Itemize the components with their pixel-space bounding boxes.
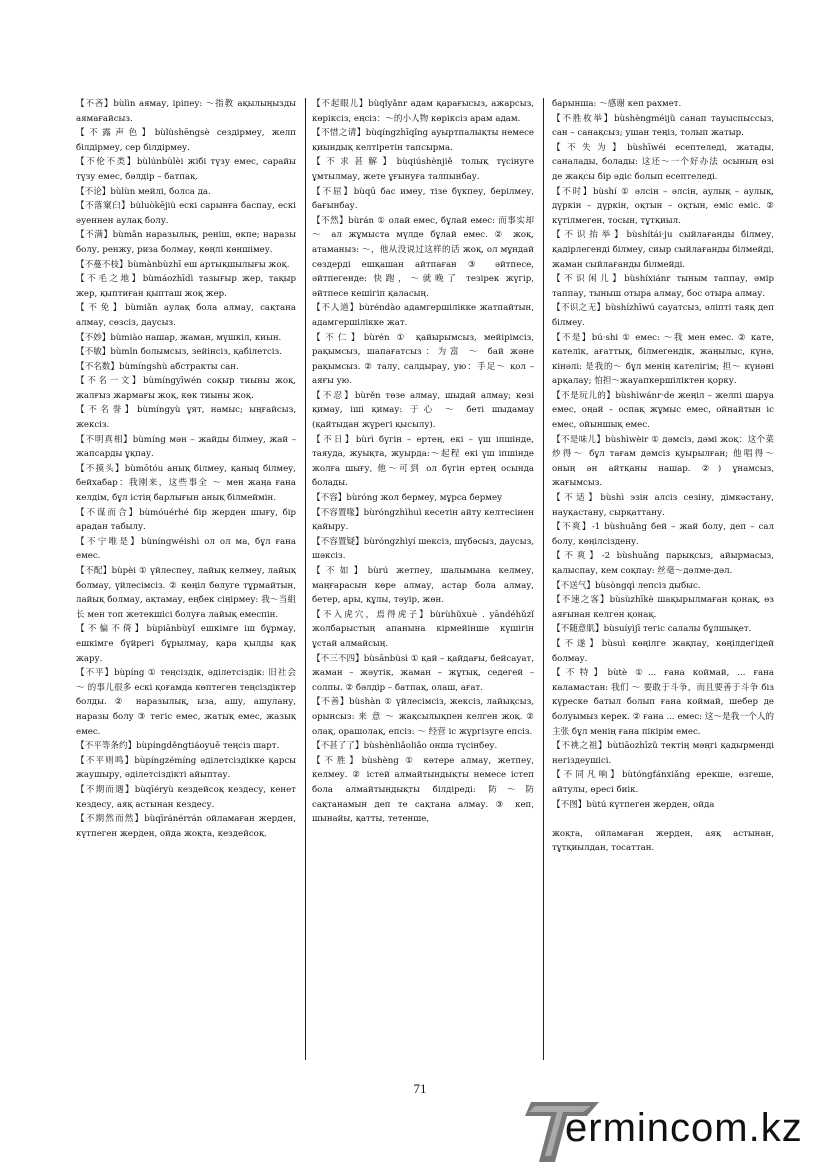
dictionary-entry — [312, 389, 534, 433]
entry-definition: bùmǎn наразылық, реніш, өкпе; наразы болу, ренжу, риза болмау, көңлі көншімеу. — [76, 230, 296, 255]
entry-headword: 【不摸头】 — [76, 463, 125, 474]
entry-headword: 【不送气】 — [552, 580, 595, 591]
dictionary-entry — [312, 433, 534, 491]
entry-definition: bùqiúshènjiě толық түсінуге ұмтылмау, жете ұғынуға талпынбау. — [312, 157, 534, 182]
dictionary-entry — [552, 637, 774, 666]
entry-definition: bùqīránérrán ойламаған жерден, күтпеген жерден, ойда жоқта, кездейсоқ. — [76, 814, 296, 839]
dictionary-entry — [552, 331, 774, 389]
entry-definition: bùlìn аямау, іріпеу: ～指教 ақылыңызды аямағайсыз. — [76, 99, 296, 124]
dictionary-entry — [312, 301, 534, 330]
entry-definition: bùsùzhīkè шақырылмаған қонақ, өз аяғынан келген қонақ. — [552, 595, 774, 620]
dictionary-entry — [312, 754, 534, 827]
dictionary-entry — [552, 185, 774, 229]
entry-definition: bùníngwéishì ол ол ма, бұл ғана емес. — [76, 536, 296, 562]
entry-definition: bùpiānbùyǐ ешкімге іш бұрмау, ешкімге бүйрегі бұрылмау, қара қылды қақ жару. — [76, 624, 296, 664]
entry-definition: bùshīwéi есептеледі, жатады, саналады, болады: 这还～一个好办法 осының өзі де жақсы бір әдіс болып есептеледі. — [552, 142, 774, 182]
entry-definition: bùrén ① қайырымсыз, мейірімсіз, рақымсыз, шапағатсыз：为富 ～ бай және рақымсыз. ② талу, салдырау, ую：手足～ қол – аяғы ую. — [312, 332, 534, 387]
entry-headword: 【不爽】 — [552, 522, 592, 533]
entry-definition: bùmáozhīdì тазығыр жер, тақыр жер, қыптиған қыпташ жоқ жер. — [76, 274, 296, 299]
entry-definition: bùmíngyù ұят, намыс; ыңғайсыз, жексіз. — [76, 405, 296, 431]
entry-definition: bùróng жол бермеу, мұрса бермеу — [346, 493, 503, 504]
dictionary-entry — [552, 141, 774, 185]
entry-definition: bùrú жетпеу, шалымына келмеу, маңғарасын көре алмау, астар бола алмау, бетер, ары, құлы, тәуір, жөн. — [312, 566, 534, 606]
dictionary-entry — [552, 666, 774, 739]
entry-definition: bùshì эзін алсіз сезіну, дімкәстану, науқастану, сырқаттану. — [552, 493, 774, 518]
entry-definition: bùtiāozhīzǔ тектің мәңгі қадырменді негіздеушісі. — [552, 741, 774, 766]
dictionary-entry — [552, 593, 774, 622]
entry-definition: bùqīéryù кездейсоқ кездесу, кенет кездесу, аяқ астынан кездесу. — [76, 784, 296, 810]
entry-headword: 【不然】 — [312, 215, 349, 226]
entry-definition: bùmǐn болымсыз, зейінсіз, қабілетсіз. — [110, 347, 282, 358]
dictionary-entry — [76, 535, 296, 564]
entry-headword: 【不失为】 — [552, 142, 628, 153]
entry-definition: bùtè ①... ғана коймай, ... ғана каламастан: 我们 ～ 要敢于斗争，而且要善于斗争 біз күреске батыл болып ғана коймай, шебер де болуымыз керек. ② ғана ... емес: 这～是我一个人的主张 бұл менің ғана пікірім емес. — [552, 668, 774, 737]
dictionary-entry — [552, 389, 774, 433]
entry-definition: bùréndào адамгершілікке жатпайтын, адамгершілікке жат. — [312, 303, 534, 328]
dictionary-entry — [552, 549, 774, 578]
dictionary-entry — [76, 97, 296, 126]
entry-definition: bùmiǎn аулақ бола алмау, сақтана алмау, сөзсіз, даусыз. — [76, 303, 296, 328]
dictionary-entry — [76, 374, 296, 403]
column-left — [76, 97, 296, 1057]
dictionary-entry — [312, 155, 534, 184]
entry-definition: bùsuì көңілге жақпау, көңілдегідей болмау. — [552, 638, 774, 664]
entry-headword: 【不识之无】 — [552, 303, 606, 314]
entry-definition: bùshízhīwú сауатсыз, әліпті таяқ деп білмеу. — [552, 303, 774, 328]
entry-definition: bùshènliǎoliǎo онша түсінбеу. — [363, 741, 498, 752]
dictionary-entry — [76, 228, 296, 257]
entry-headword: 【不配】 — [76, 566, 112, 576]
dictionary-entry — [76, 433, 296, 462]
entry-definition: bùqū бас имеу, тізе бүкпеу, берілмеу, бағынбау. — [312, 186, 534, 212]
entry-definition: bùmóuérhé бір жерден шығу, бір арадан табылу. — [76, 507, 296, 533]
entry-headword: 【不适】 — [552, 493, 601, 504]
entry-definition: bùshèng ① көтере алмау, жетпеу, келмеу. ② істей алмайтындықты немесе істеп бола алмайтындықты білдіреді: 防～防 сақтанамын деп те сақтана алмау. ③ кеп, шынайы, қатты, тетенше, — [312, 755, 534, 825]
entry-headword: 【不名誉】 — [76, 405, 137, 416]
entry-headword: 【不偏不倚】 — [76, 624, 147, 635]
entry-headword: 【不速之客】 — [552, 595, 610, 606]
entry-definition: bùlùn мейлі, болса да. — [110, 186, 211, 197]
entry-headword: 【不毛之地】 — [76, 274, 143, 285]
entry-headword: 【不祧之祖】 — [552, 741, 608, 752]
entry-headword: 【不宁唯是】 — [76, 536, 142, 547]
dictionary-entry — [76, 506, 296, 535]
dictionary-entry — [312, 739, 534, 754]
entry-headword: 【不落窠臼】 — [76, 201, 131, 212]
entry-definition: bùsuíyìjī тегіс салалы бұлшықет. — [603, 624, 752, 635]
entry-headword: 【不是】 — [552, 332, 592, 343]
entry-headword: 【不妙】 — [76, 332, 111, 343]
entry-headword: 【不容】 — [312, 493, 347, 504]
dictionary-entry — [552, 491, 774, 520]
dictionary-entry — [552, 768, 774, 797]
dictionary-entry — [552, 579, 774, 594]
entry-headword: 【不吝】 — [76, 99, 114, 109]
entry-definition: bùpèi ① үйлеспеу, лайық келмеу, лайық болмау, үйлесімсіз. ② көңіл бөлуге тұрмайтын, лайық болмау, ақтамау, еңбек сіңірмеу: 我～当組长 мен топ жетекшісі болуға лайық емеспін. — [76, 566, 296, 620]
entry-headword: 【不平则鸣】 — [76, 755, 135, 766]
entry-definition: bùshìwánr·de жеңіл – желпі шаруа емес, оңай – оспақ жұмыс емес, ойнайтын іс емес, ойыншық емес. — [552, 390, 774, 431]
entry-definition: bùshàn ① үйлесімсіз, жексіз, лайықсыз, орынсыз: 来 意 ～ жақсылықпен келген жоқ. ② олақ, орашолақ, епсіз: ～ 经营 іс жүргізуге епсіз. — [312, 697, 534, 737]
entry-headword: 【不胜枚举】 — [552, 113, 615, 124]
entry-headword: 【不识抬举】 — [552, 230, 627, 241]
dictionary-entry — [76, 199, 296, 228]
entry-definition: барынша: ～感谢 кеп рахмет. — [552, 99, 682, 109]
dictionary-entry — [76, 812, 296, 841]
entry-headword: 【不明真相】 — [76, 434, 133, 445]
dictionary-entry — [312, 535, 534, 564]
page-number: 71 — [413, 1081, 427, 1096]
dictionary-entry — [552, 622, 774, 637]
entry-headword: 【不蔓不枝】 — [76, 259, 128, 270]
entry-definition: bùrùhǔxuè . yāndéhǔzǐ жолбарыстың апанына кірмейінше күшігін ұстай алмайсың. — [312, 609, 534, 649]
entry-headword: 【不惜之请】 — [312, 128, 366, 139]
entry-headword: 【不入虎穴，焉得虎子】 — [312, 609, 430, 620]
entry-headword: 【不甚了了】 — [312, 741, 364, 752]
dictionary-entry — [76, 126, 296, 155]
entry-headword: 【不免】 — [76, 303, 125, 314]
column-divider — [305, 98, 306, 1060]
entry-definition: bùmōtóu анық білмеу, қаныq білмеу, бейхабар：我刚来，这些事全 ～ мен жаңа ғана келдім, бұл істің барлығын анық білмеймін. — [76, 463, 296, 504]
dictionary-entry — [312, 97, 534, 126]
entry-definition: bùshèngméijǔ санап тауыспыссыз, сан – санақсыз; ушан теңіз, толып жатыр. — [552, 113, 774, 139]
entry-headword: 【不善】 — [312, 697, 350, 708]
entry-definition: bùshí ① әлсін – әлсін, аулық – аулық, дүркін – дүркін, оқтын – оқтын, еміс еміс. ② күтілмеген, тосын, тұтқиыл. — [552, 186, 774, 226]
entry-definition: bùluòkējiù ескі сарынға баспау, ескі әуеннен аулақ болу. — [76, 201, 296, 226]
entry-headword: 【不是味儿】 — [552, 434, 606, 445]
entry-definition: bùlùshēngsè сездірмеу, желп білдірмеу, сер білдірмеу. — [76, 128, 296, 153]
dictionary-entry — [312, 506, 534, 535]
dictionary-entry — [76, 301, 296, 330]
dictionary-entry — [76, 754, 296, 783]
entry-headword: 【不日】 — [312, 434, 356, 445]
entry-headword: 【不容置喙】 — [312, 507, 364, 518]
entry-headword: 【不图】 — [552, 799, 587, 810]
entry-definition: bùpíngzémíng әділетсіздікке қарсы жаушыру, әділетсіздікті айыптау. — [76, 755, 296, 781]
dictionary-entry — [76, 622, 296, 666]
entry-headword: 【不胜】 — [312, 755, 362, 766]
dictionary-entry — [76, 258, 296, 273]
dictionary-entry — [552, 827, 774, 856]
dictionary-entry — [552, 739, 774, 768]
entry-headword: 【不期然而然】 — [76, 814, 145, 825]
entry-definition: bùmiào нашар, жаман, мүшкіл, киын. — [110, 332, 282, 343]
entry-definition: bùrán ① олай емес, бұлай емес: 而事实却 ～ ал жұмыста мүлде бұлай емес. ② жоқ, атаманыз: ～，他从没说过这样的话 жоқ, ол мұндай сөздерді ешқашан айтпаған ③ әйтпесе, әйтпегенде: 快跑，～就晚了 тезірек жүгір, әйтпесе кешігіп қаласың. — [312, 215, 534, 299]
entry-headword: 【不三不四】 — [312, 653, 364, 664]
dictionary-entry — [552, 798, 774, 813]
entry-headword: 【不识闲儿】 — [552, 274, 625, 285]
entry-definition: bùmíngshù абстракты сан. — [118, 361, 239, 372]
entry-headword: 【不起眼儿】 — [312, 99, 369, 109]
entry-definition: bùtóngfánxiǎng ерекше, өзгеше, айтулы, өресі биік. — [552, 770, 774, 795]
dictionary-entry — [312, 491, 534, 506]
entry-headword: 【不爽】 — [552, 551, 602, 562]
dictionary-entry — [76, 272, 296, 301]
dictionary-entry — [76, 462, 296, 506]
entry-headword: 【不如】 — [312, 566, 368, 576]
dictionary-entry — [552, 97, 774, 112]
dictionary-entry — [552, 228, 774, 272]
entry-headword: 【不随意肌】 — [552, 624, 604, 635]
entry-headword: 【不遂】 — [552, 638, 602, 649]
column-divider — [543, 98, 544, 1060]
entry-definition: bùsòngqì лепсіз дыбыс. — [594, 580, 701, 591]
entry-headword: 【不仁】 — [312, 332, 364, 343]
entry-definition: bùpíng ① теңсіздік, әділетсіздік: 旧社会 ～ 的事儿很多 ескі қоғамда көптеген теңсіздіктер болды. ② наразылық, ыза, ашу, ашулану, наразы болу ③ тегіс емес, жатық емес, жазық емес. — [76, 668, 296, 737]
dictionary-entry — [552, 112, 774, 141]
entry-headword: 【不平等条约】 — [76, 741, 137, 752]
entry-definition: bùtú күтпеген жерден, ойда — [586, 799, 715, 810]
entry-headword: 【不屈】 — [312, 186, 354, 197]
entry-headword: 【不特】 — [552, 668, 608, 679]
dictionary-entry — [312, 652, 534, 696]
dictionary-entry — [76, 345, 296, 360]
entry-headword: 【不是玩儿的】 — [552, 390, 616, 401]
termincom-logo — [525, 1098, 815, 1164]
entry-definition: -1 bùshuǎng бей – жай болу, деп – сал болу, көңілсіздену. — [552, 522, 774, 547]
entry-definition: bùlúnbùlèі жібі түзу емес, сарайы түзу емес, бәлдір – батпақ. — [76, 157, 296, 182]
dictionary-entry — [76, 360, 296, 375]
logo-text: ermincom.kz — [565, 1106, 803, 1150]
entry-definition: bùrěn төзе алмау, шыдай алмау; көзі қимау, іші қимау: 于心 ～ беті шыдамау (қайтыдан жүрегі қысылу). — [312, 390, 534, 431]
dictionary-entry — [552, 812, 774, 827]
dictionary-entry — [76, 739, 296, 754]
entry-definition: bùróngzhìhuì кесетін айту келтесінен қайыру. — [312, 507, 534, 533]
entry-definition: bùqǐyǎnr адам қарағысыз, ажарсыз, көріксіз, еңсіз：～的小人物 көріксіз арам адам. — [312, 99, 534, 124]
entry-headword: 【不期而遇】 — [76, 784, 135, 795]
entry-headword: 【不谋而合】 — [76, 507, 140, 518]
dictionary-entry — [76, 185, 296, 200]
dictionary-entry — [76, 155, 296, 184]
dictionary-entry — [312, 695, 534, 739]
entry-headword: 【不时】 — [552, 186, 594, 197]
entry-headword: 【不容置疑】 — [312, 536, 364, 547]
entry-definition: bùsānbùsì ① қай – қайдағы, бейсауат, жаман – жәутік, жаман – жұтық, седегей – солпы. ② бәлдір – батпақ, олаш, ағат. — [312, 653, 534, 693]
column-right — [552, 97, 774, 1057]
entry-headword: 【不论】 — [76, 186, 111, 197]
entry-definition: bùqíngzhīqǐng ауыртпалықты немесе қиындық келтіретін тапсырма. — [312, 128, 534, 153]
entry-headword: 【不忍】 — [312, 390, 355, 401]
entry-headword: 【不求甚解】 — [312, 157, 397, 168]
entry-definition: bùshítái·ju сыйлағанды білмеу, қадірлегенді білмеу, сиыр сыйлағанды білмейді, жаман сыйлағанды білмейді. — [552, 230, 774, 270]
dictionary-entry — [552, 272, 774, 301]
entry-headword: 【不伦不类】 — [76, 157, 137, 168]
entry-headword: 【不露声色】 — [76, 128, 155, 139]
dictionary-entry — [76, 331, 296, 346]
entry-headword: 【不同凡响】 — [552, 770, 622, 781]
dictionary-entry — [76, 666, 296, 739]
column-middle — [312, 97, 534, 1057]
dictionary-entry — [76, 403, 296, 432]
entry-definition: bùróngzhìyí шексіз, шүбәсыз, даусыз, шәксіз. — [312, 536, 534, 562]
dictionary-entry — [76, 783, 296, 812]
entry-definition: bùshìwèir ① дәмсіз, дәмі жоқ：这个菜炒得～ бұл тағам дәмсіз қуырылған; 他唱得～ оның ән айтқаны нашар. ②) ұнамсыз, жағымсыз. — [552, 434, 774, 489]
dictionary-entry — [312, 126, 534, 155]
dictionary-entry — [552, 301, 774, 330]
dictionary-entry — [552, 433, 774, 491]
entry-definition: -2 bùshuǎng парықсыз, айырмасыз, қалыспау, кем соқпау: 丝毫～дәлме-дәл. — [552, 551, 774, 576]
entry-definition: bùpíngděngtiáoyuē теңсіз шарт. — [136, 741, 280, 752]
entry-headword: 【不满】 — [76, 230, 113, 241]
dictionary-entry — [76, 564, 296, 622]
entry-headword: 【不名一文】 — [76, 376, 144, 387]
entry-definition: жоқта, ойламаған жерден, аяқ астынан, тұтқиылдан, тосаттан. — [552, 828, 774, 854]
entry-headword: 【不敏】 — [76, 347, 111, 358]
entry-definition: bùmíngyīwén соқыр тиыны жоқ, жалғыз жармағы жоқ, көк тиыны жоқ. — [76, 376, 296, 401]
dictionary-entry — [312, 331, 534, 389]
dictionary-entry — [312, 185, 534, 214]
entry-headword: 【不平】 — [76, 668, 115, 679]
dictionary-entry — [312, 608, 534, 652]
entry-definition: bùmànbùzhī еш артықшылығы жоқ. — [127, 259, 290, 270]
entry-definition: bùmíng мән – жайды білмеу, жай – жапсарды ұқпау. — [76, 434, 296, 460]
dictionary-entry — [312, 564, 534, 608]
dictionary-entry — [552, 520, 774, 549]
entry-definition: bùrì бүгін – ертең, екі – үш іпшінде, таяуда, жуықта, жуырда:～起程 екі үш іпшінде жолға шығу, 他～可到 ол бүгін ертең осында болады. — [312, 434, 534, 489]
entry-headword: 【不名数】 — [76, 361, 119, 372]
dictionary-entry — [312, 214, 534, 302]
entry-definition: bùshíxiánr тыным таппау, әмір таппау, тыныш отыра алмау, бос отыра алмау. — [552, 274, 774, 299]
entry-definition: bú·shi ① емес: ～我 мен емес. ② кате, кателік, ағаттық, білмегендік, жаңылыс, күнә, кінәлі: 是我的～ бұл менің кателігім; 担～ күнәні арқалау; 怕担～жауапкершіліктен қорку. — [552, 332, 774, 387]
entry-headword: 【不人道】 — [312, 303, 359, 314]
